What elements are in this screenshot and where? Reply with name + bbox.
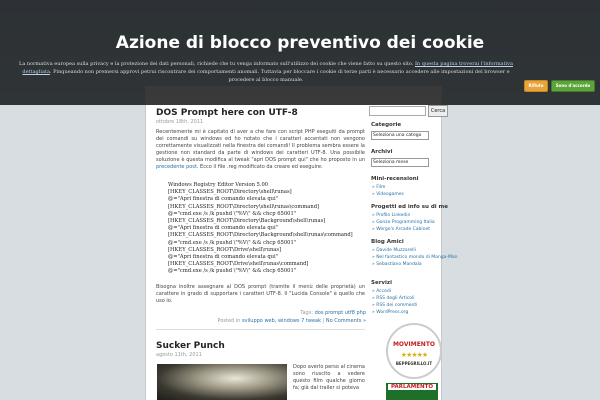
sidebar-link[interactable]: » Sebastiano Mandala bbox=[372, 261, 458, 268]
sidebar-link[interactable]: » Profilo Linkedin bbox=[372, 212, 435, 219]
post-divider bbox=[156, 329, 365, 330]
cookie-text-after: . Pinqueando non premersi approvi petrui riscontrare dei comportamenti anomali. Tuttavia per bloccare i cookie di terze parti è necessario accedere alle impostazioni del browser e procedere al blocco manuale. bbox=[49, 69, 510, 83]
cookie-text-before: La normativa europea sulla privacy e la protezione dei dati personali, richiede che tu venga informato sull'utilizzo dei cookie che viene fatto su questo sito. bbox=[19, 61, 415, 67]
paragraph-text-end: . Ecco il file .reg modificato da creare ed eseguire: bbox=[196, 164, 323, 170]
servizi-list bbox=[372, 288, 417, 316]
post-paragraph-2: Bisogna inoltre assegnare al DOS prompt (tramite il menù delle proprietà) un carattere in grado di supportare i caratteri UTF-8. Il "Lucida Console" è quello che uso io. bbox=[156, 284, 365, 304]
search-button[interactable]: Cerca bbox=[428, 105, 448, 117]
post-title-2[interactable]: Sucker Punch bbox=[156, 341, 225, 351]
movimento-badge[interactable] bbox=[386, 323, 442, 379]
servizi-heading: Servizi bbox=[371, 280, 392, 286]
accept-cookie-button[interactable]: Sono d'accordo bbox=[551, 80, 595, 92]
progetti-list bbox=[372, 212, 435, 233]
previous-post-link[interactable]: precedente post bbox=[156, 164, 197, 170]
post-categories-link[interactable]: sviluppo web, windows 7 tweak bbox=[241, 318, 321, 324]
sidebar-link[interactable]: » RSS degli Articoli bbox=[372, 295, 417, 302]
cookie-title: Azione di blocco preventivo dei cookie bbox=[115, 33, 485, 53]
badge-2-text: PARLAMENTO bbox=[388, 384, 436, 390]
post-2-text: Dopo averlo perso al cinema sono riuscito a vedere questo film qualche giorno fa; già dal trailer si poteva bbox=[293, 364, 365, 391]
progetti-heading: Progetti ed info su di me bbox=[371, 204, 449, 210]
meta-separator: | bbox=[320, 318, 326, 324]
blog-amici-list bbox=[372, 247, 458, 268]
sidebar-link[interactable]: » WordPress.org bbox=[372, 309, 417, 316]
cookie-text bbox=[12, 60, 520, 84]
badge-name: MOVIMENTO bbox=[392, 341, 436, 348]
categorie-heading: Categorie bbox=[371, 122, 402, 128]
cookie-banner bbox=[0, 0, 600, 105]
search-input[interactable] bbox=[369, 106, 426, 116]
archivi-select[interactable]: Seleziona mese bbox=[371, 158, 429, 167]
archivi-heading: Archivi bbox=[371, 149, 393, 155]
comments-link[interactable]: No Comments » bbox=[325, 318, 366, 324]
sidebar-link[interactable]: » Nel fantastico mondo di Manga-Man bbox=[372, 254, 458, 261]
reject-cookie-button[interactable]: Rifiuto bbox=[524, 80, 548, 92]
posted-label: Posted in bbox=[217, 318, 242, 324]
tags-label: Tags: bbox=[300, 310, 315, 316]
parlamento-badge[interactable] bbox=[386, 383, 438, 400]
sidebar-link[interactable]: » Videogames bbox=[372, 191, 404, 198]
post-paragraph-1 bbox=[156, 129, 365, 171]
sidebar-link[interactable]: » RSS dei commenti bbox=[372, 302, 417, 309]
tags-links[interactable]: dos prompt utf8 php bbox=[314, 310, 366, 316]
categorie-select[interactable]: Seleziona una catego bbox=[371, 131, 429, 140]
post-tags bbox=[176, 310, 366, 316]
post-title[interactable]: DOS Prompt here con UTF-8 bbox=[156, 108, 298, 118]
reg-code-block: Windows Registry Editor Version 5.00 [HKEY_CLASSES_ROOT\Directory\shell\runas] @="Apri finestra di comando elevata qui" [HKEY_CLASSES_ROOT\Directory\shell\runas\command] @="cmd.exe /s /k pushd \"%V\" && chcp 65001" [HKEY_CLASSES_ROOT\Directory\Background\shell\runas] @="Apri finestra di comando elevata qui" [HKEY_CLASSES_ROOT\Directory\Background\shell\runas\command] @="cmd.exe /s /k pushd \"%V\" && chcp 65001" [HKEY_CLASSES_ROOT\Drive\shell\runas] @="Apri finestra di comando elevata qui" [HKEY_CLASSES_ROOT\Drive\shell\runas\command] @="cmd.exe /s /k pushd \"%V\" && chcp 65001" bbox=[168, 182, 353, 275]
badge-website: BEPPEGRILLO.IT bbox=[395, 361, 433, 366]
sidebar-link[interactable]: » Film bbox=[372, 184, 404, 191]
sidebar-link[interactable]: » Gonzo Programming Italia bbox=[372, 219, 435, 226]
sidebar-link[interactable]: » Davide Muzzarelli bbox=[372, 247, 458, 254]
post-date: ottobre 18th, 2011 bbox=[156, 119, 204, 125]
mini-recensioni-heading: Mini-recensioni bbox=[371, 176, 419, 182]
sidebar-link[interactable]: » Accedi bbox=[372, 288, 417, 295]
mini-recensioni-list bbox=[372, 184, 404, 198]
post-image bbox=[157, 364, 287, 400]
blog-amici-heading: Blog Amici bbox=[371, 239, 404, 245]
sidebar-link[interactable]: » Wergo's Arcade Cabinet bbox=[372, 226, 435, 233]
post-date-2: agosto 11th, 2011 bbox=[156, 352, 202, 358]
stars-icon: ★★★★★ bbox=[400, 351, 428, 359]
cookie-info-link[interactable]: In questa pagina troverai l'informativa dettagliata bbox=[22, 61, 513, 75]
paragraph-text: Recentemente mi è capitato di aver a che fare con script PHP eseguiti da prompt dei comandi su windows ed ho notato che i caratteri accentati non vengono correttamente visualizzati nella finestra dei comandi! Il problema sembra essere la gestione non standard da parte di windows dei caratteri UTF-8. Una possibile soluzione è questa modifica al tweak "apri DOS prompt qui" che ho proposto in un bbox=[156, 129, 365, 163]
post-meta bbox=[166, 318, 366, 324]
